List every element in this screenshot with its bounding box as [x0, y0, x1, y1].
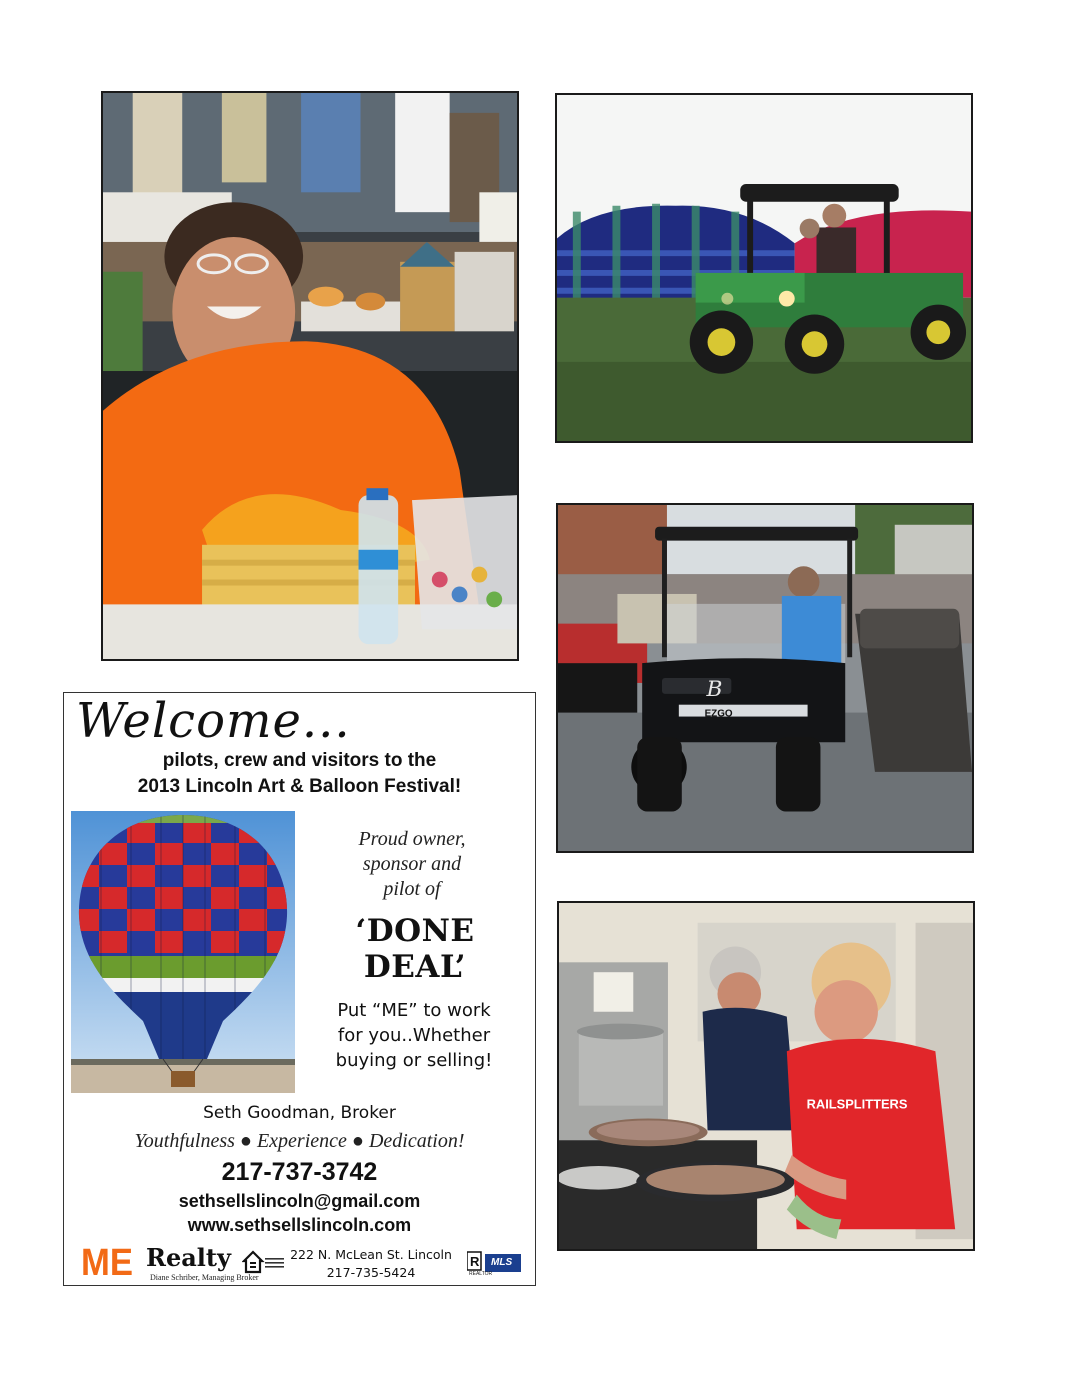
office-phone: 217-735-5424: [326, 1265, 416, 1280]
utility-vehicle-balloons-photo: [555, 93, 973, 443]
realty-advertisement: [63, 692, 536, 1286]
street-address: 222 N. McLean St. Lincoln: [290, 1247, 452, 1262]
cart-letter: B: [706, 676, 723, 702]
golf-cart-photo: [556, 503, 974, 853]
proud-line-2: sponsor and: [362, 853, 462, 875]
realty-wordmark: Realty: [146, 1243, 231, 1272]
put-line-1: Put “ME” to work: [337, 1000, 491, 1021]
mls-label: MLS: [491, 1257, 513, 1268]
woman-orange-shirt-photo: [101, 91, 519, 661]
balloon-name: ‘DONE DEAL’: [355, 913, 475, 985]
proud-line-1: Proud owner,: [358, 828, 466, 850]
phone-number: 217-737-3742: [221, 1158, 378, 1186]
broker-name: Seth Goodman, Broker: [203, 1103, 396, 1123]
me-realty-logo: [80, 1243, 134, 1279]
realtor-label: REALTOR: [469, 1271, 493, 1277]
women-cooking-photo: [557, 901, 975, 1251]
shirt-text: RAILSPLITTERS: [806, 1096, 908, 1112]
hot-air-balloon-image: [71, 811, 295, 1093]
put-me-to-work-text: [314, 998, 514, 1073]
proud-line-3: pilot of: [383, 878, 441, 900]
proud-owner-text: [332, 827, 492, 902]
welcome-subtitle-line2: 2013 Lincoln Art & Balloon Festival!: [137, 776, 462, 797]
email-address: sethsellslincoln@gmail.com: [178, 1191, 421, 1211]
managing-broker: Diane Schriber, Managing Broker: [150, 1273, 259, 1282]
welcome-subtitle-line1: pilots, crew and visitors to the: [162, 750, 437, 771]
cart-brand: EZGO: [704, 708, 733, 720]
svg-text:R: R: [470, 1254, 480, 1269]
put-line-3: buying or selling!: [335, 1050, 493, 1071]
welcome-heading: Welcome...: [76, 693, 351, 749]
website-url: www.sethsellslincoln.com: [187, 1215, 412, 1235]
logo-letters: ME: [81, 1243, 133, 1279]
office-address: [278, 1246, 464, 1282]
put-line-2: for you..Whether: [337, 1025, 491, 1046]
tagline: Youthfulness ● Experience ● Dedication!: [134, 1130, 465, 1152]
